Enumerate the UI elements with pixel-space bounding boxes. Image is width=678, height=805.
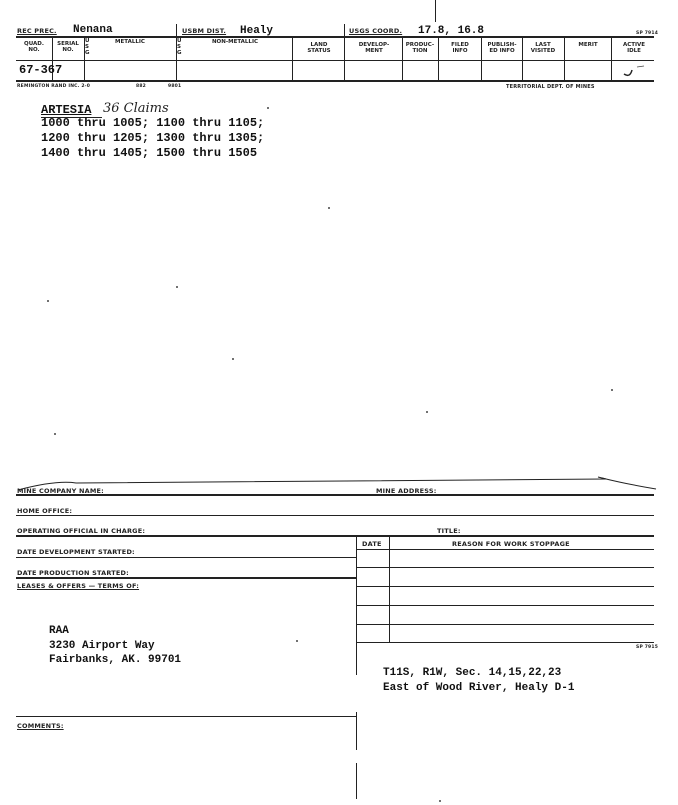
printer-line-code1: 882: [136, 84, 146, 89]
speck: [296, 640, 298, 642]
printer-line-left: REMINGTON RAND INC. 2-0: [17, 84, 91, 89]
date-col-label: DATE: [362, 540, 382, 548]
leases-address-line-1: RAA: [49, 625, 69, 637]
col-land-status: LAND STATUS: [307, 42, 331, 54]
home-office-label: HOME OFFICE:: [17, 507, 73, 515]
col-production: PRODUC- TION: [405, 42, 435, 54]
col-published-info: PUBLISH- ED INFO: [487, 42, 517, 54]
speck: [439, 800, 441, 802]
comments-divider-3: [356, 763, 357, 799]
rule-company-bottom: [16, 494, 654, 496]
col-serial-no: SERIAL NO.: [57, 41, 79, 53]
col-last-visited: LAST VISITED: [530, 42, 556, 54]
header-sep-1: [176, 24, 177, 36]
quad-value: 67-367: [19, 63, 63, 77]
leases-address-line-3: Fairbanks, AK. 99701: [49, 654, 182, 666]
location-line-2: East of Wood River, Healy D-1: [383, 682, 575, 694]
col-non-metallic: NON-METALLIC: [211, 39, 259, 45]
reason-row-5: [356, 642, 654, 643]
claims-line-3: 1400 thru 1405; 1500 thru 1505: [41, 146, 258, 160]
speck: [426, 411, 428, 413]
usbm-dist-value: Healy: [240, 25, 274, 37]
comments-divider-1: [356, 643, 357, 675]
col-line-8: [481, 36, 482, 80]
speck: [47, 300, 49, 302]
reason-row-4: [356, 624, 654, 625]
speck: [328, 207, 330, 209]
leases-label: LEASES & OFFERS — TERMS OF:: [17, 582, 140, 590]
active-mark-icon: [620, 62, 650, 80]
date-col-right: [389, 535, 390, 643]
rule-operating: [16, 535, 654, 537]
speck: [54, 433, 56, 435]
printer-line-code2: 9801: [168, 84, 182, 89]
header-rule-bottom: [16, 80, 654, 82]
claims-line-2: 1200 thru 1205; 1300 thru 1305;: [41, 131, 265, 145]
mine-company-label: MINE COMPANY NAME:: [17, 487, 104, 495]
operating-official-label: OPERATING OFFICIAL IN CHARGE:: [17, 527, 146, 535]
speck: [611, 389, 613, 391]
rule-date-header: [356, 549, 654, 550]
col-line-6: [402, 36, 403, 80]
form-number-bottom: SP 7915: [636, 645, 659, 650]
comments-divider-2: [356, 712, 357, 750]
comments-label: COMMENTS:: [17, 722, 64, 730]
header-sep-2: [344, 24, 345, 36]
date-col-left: [356, 535, 357, 643]
claims-line-1: 1000 thru 1005; 1100 thru 1105;: [41, 116, 265, 130]
col-line-4: [292, 36, 293, 80]
rule-date-dev: [16, 557, 356, 558]
date-dev-label: DATE DEVELOPMENT STARTED:: [17, 548, 135, 556]
usbm-dist-label: USBM DIST.: [182, 27, 227, 35]
leases-address-line-2: 3230 Airport Way: [49, 640, 155, 652]
title-label: TITLE:: [437, 527, 461, 535]
col-usg-metallic: U S G: [85, 38, 90, 56]
header-rule-top: [16, 36, 654, 38]
col-line-10: [564, 36, 565, 80]
col-line-7: [438, 36, 439, 80]
reason-row-3: [356, 605, 654, 606]
reason-row-1: [356, 567, 654, 568]
col-metallic: METALLIC: [115, 39, 145, 45]
rule-home-office: [16, 515, 654, 516]
col-quad-no: QUAD. NO.: [24, 41, 44, 53]
usgs-coord-value: 17.8, 16.8: [418, 25, 485, 37]
rule-comments: [16, 716, 356, 717]
claim-name: ARTESIA: [41, 103, 92, 117]
rule-date-prod: [16, 577, 356, 579]
reason-row-2: [356, 586, 654, 587]
date-prod-label: DATE PRODUCTION STARTED:: [17, 569, 129, 577]
col-merit: MERIT: [578, 42, 598, 48]
col-development: DEVELOP- MENT: [358, 42, 390, 54]
reason-col-label: REASON FOR WORK STOPPAGE: [452, 540, 570, 548]
col-active-idle: ACTIVE IDLE: [622, 42, 646, 54]
col-usg-non-metallic: U S G: [177, 38, 182, 56]
location-line-1: T11S, R1W, Sec. 14,15,22,23: [383, 667, 562, 679]
col-line-9: [522, 36, 523, 80]
col-line-5: [344, 36, 345, 80]
rec-prec-label: REC PREC.: [17, 27, 57, 35]
header-rule-mid: [16, 60, 654, 61]
top-tick-line: [435, 0, 436, 22]
claim-count-note: 36 Claims: [103, 101, 169, 116]
printer-line-right: TERRITORIAL DEPT. OF MINES: [506, 84, 595, 90]
col-line-11: [611, 36, 612, 80]
speck: [232, 358, 234, 360]
usgs-coord-label: USGS COORD.: [349, 27, 403, 35]
tear-line: [16, 474, 661, 496]
speck: [267, 107, 269, 109]
form-number-top: SP 7914: [636, 31, 659, 36]
rec-prec-value: Nenana: [73, 24, 113, 36]
mine-address-label: MINE ADDRESS:: [376, 487, 437, 495]
speck: [176, 286, 178, 288]
col-filed-info: FILED INFO: [451, 42, 469, 54]
